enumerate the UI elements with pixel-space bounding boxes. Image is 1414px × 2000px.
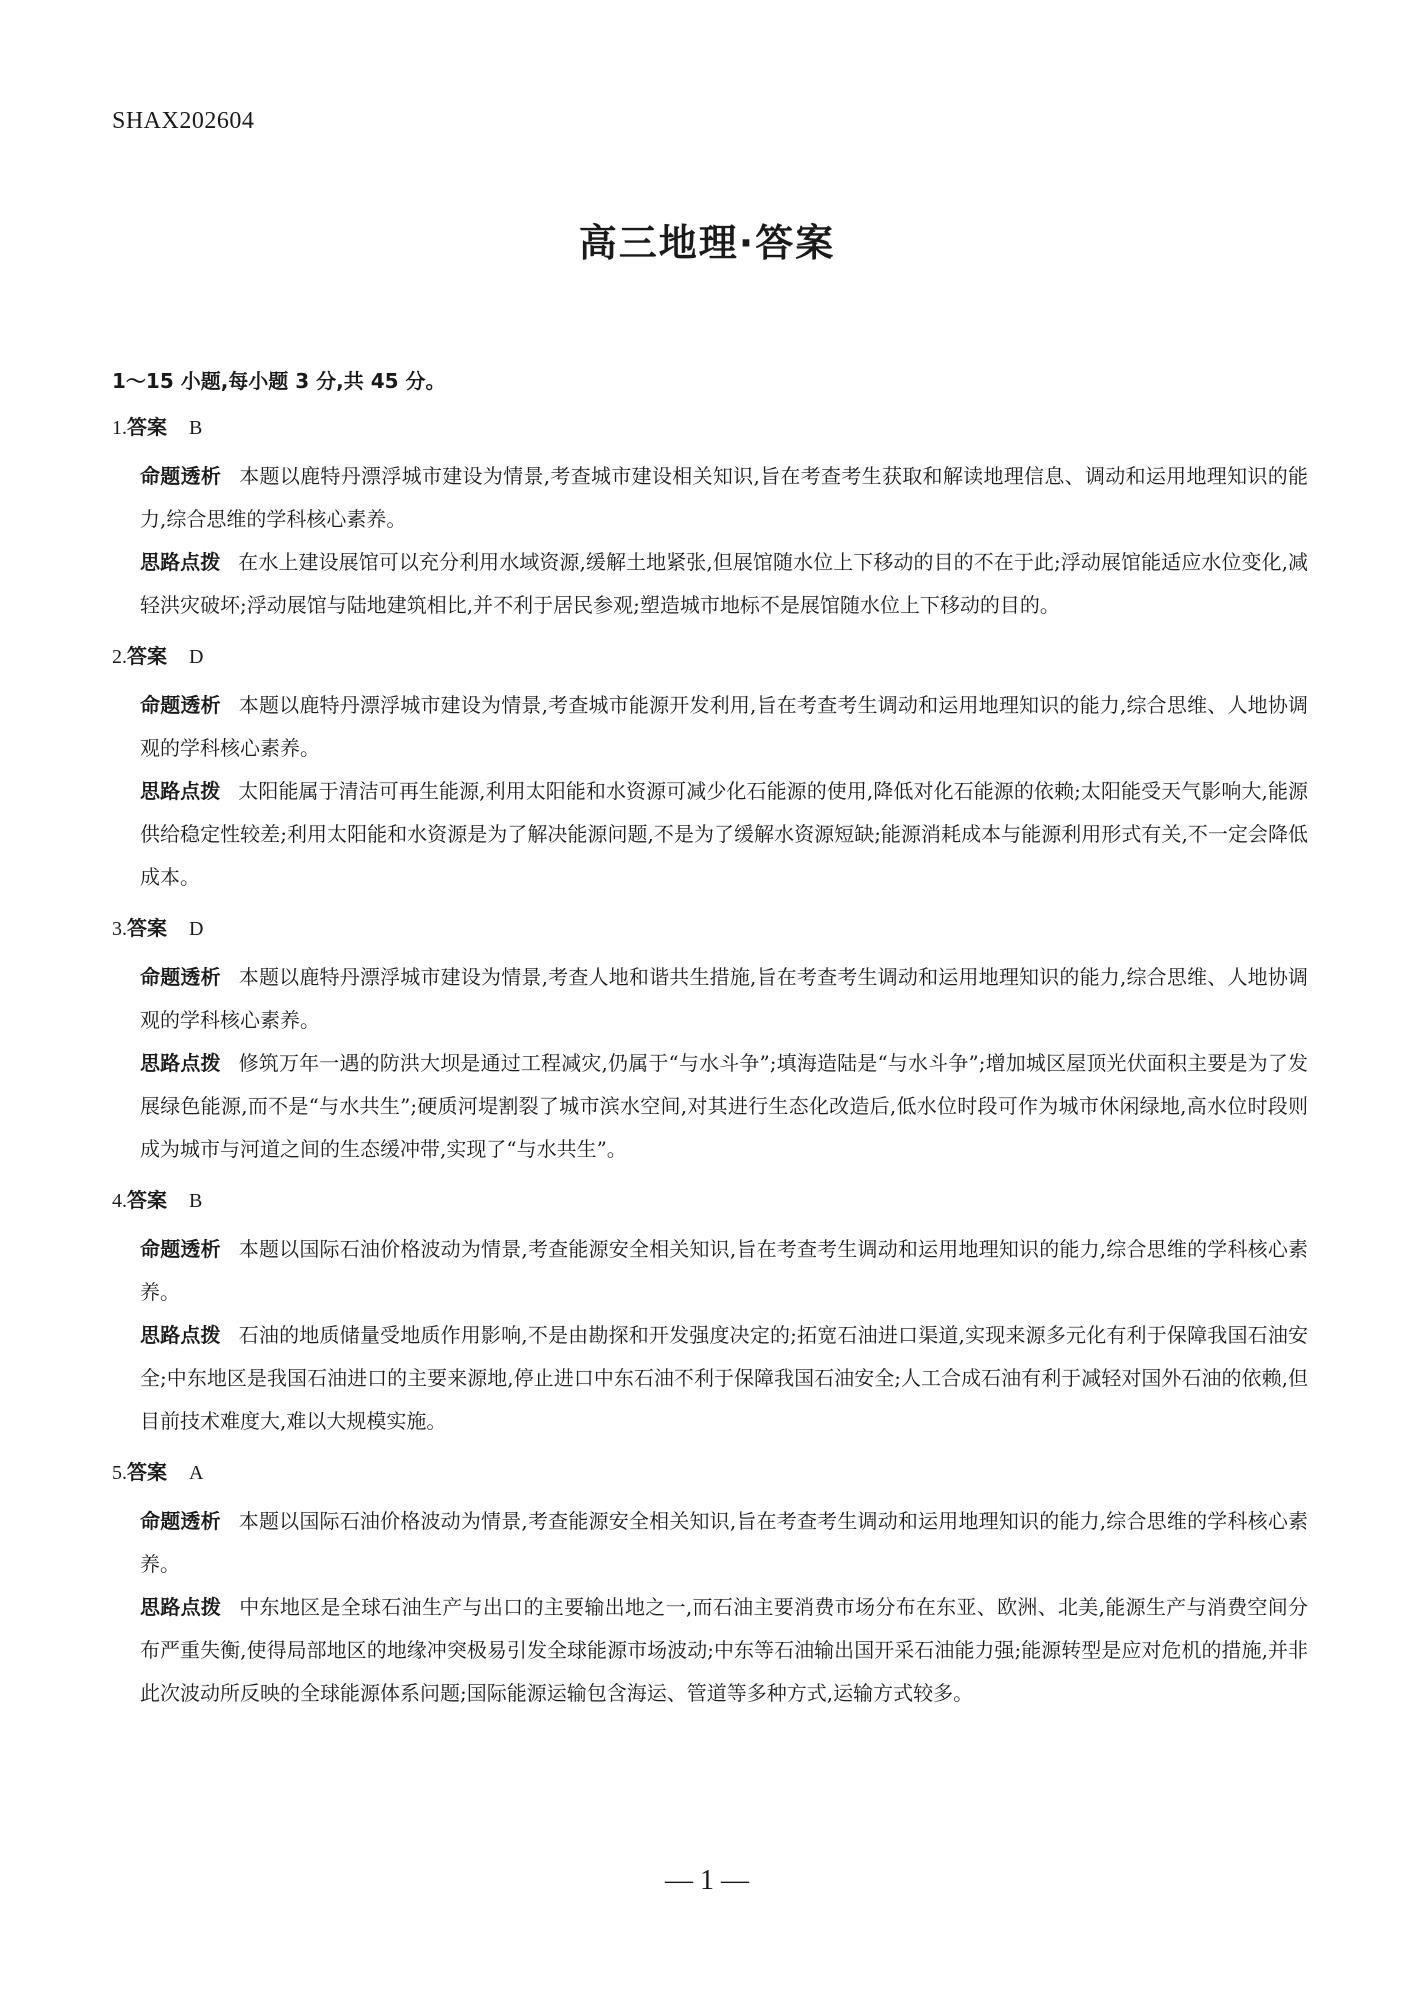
hint-paragraph (140, 1586, 1308, 1715)
analysis-label: 命题透析 (140, 965, 221, 989)
question-list (112, 412, 1308, 1715)
hint-text: 在水上建设展馆可以充分利用水域资源,缓解土地紧张,但展馆随水位上下移动的目的不在于此;浮动展馆能适应水位变化,减轻洪灾破坏;浮动展馆与陆地建筑相比,并不利于居民参观;塑造城市地标不是展馆随水位上下移动的目的。 (140, 550, 1309, 617)
question-number: 3. (112, 918, 127, 940)
answer-label: 答案 (127, 916, 167, 940)
question-block (112, 1185, 1308, 1443)
answer-content (112, 366, 1308, 1729)
page-number: — 1 — (665, 1865, 749, 1896)
section-intro: 1～15 小题,每小题 3 分,共 45 分。 (112, 369, 446, 393)
hint-paragraph (140, 1314, 1308, 1443)
answer-label: 答案 (127, 415, 167, 439)
hint-text: 石油的地质储量受地质作用影响,不是由勘探和开发强度决定的;拓宽石油进口渠道,实现来源多元化有利于保障我国石油安全;中东地区是我国石油进口的主要来源地,停止进口中东石油不利于保障我国石油安全;人工合成石油有利于减轻对国外石油的依赖,但目前技术难度大,难以大规模实施。 (140, 1323, 1309, 1433)
hint-label: 思路点拨 (140, 1051, 221, 1075)
question-header (112, 913, 1308, 944)
hint-text: 太阳能属于清洁可再生能源,利用太阳能和水资源可减少化石能源的使用,降低对化石能源的依赖;太阳能受天气影响大,能源供给稳定性较差;利用太阳能和水资源是为了解决能源问题,不是为了缓解水资源短缺;能源消耗成本与能源利用形式有关,不一定会降低成本。 (140, 779, 1309, 889)
analysis-paragraph (140, 1500, 1308, 1586)
hint-label: 思路点拨 (140, 779, 221, 803)
hint-label: 思路点拨 (140, 550, 221, 574)
question-number: 1. (112, 417, 127, 439)
hint-paragraph (140, 1042, 1308, 1171)
question-header (112, 641, 1308, 672)
question-number: 2. (112, 646, 127, 668)
analysis-label: 命题透析 (140, 693, 221, 717)
answer-value: B (189, 417, 203, 439)
analysis-paragraph (140, 684, 1308, 770)
answer-label: 答案 (127, 644, 167, 668)
question-block (112, 412, 1308, 627)
hint-label: 思路点拨 (140, 1323, 221, 1347)
hint-text: 修筑万年一遇的防洪大坝是通过工程减灾,仍属于“与水斗争”;填海造陆是“与水斗争”;增加城区屋顶光伏面积主要是为了发展绿色能源,而不是“与水共生”;硬质河堤割裂了城市滨水空间,对其进行生态化改造后,低水位时段可作为城市休闲绿地,高水位时段则成为城市与河道之间的生态缓冲带,实现了“与水共生”。 (140, 1051, 1308, 1161)
question-block (112, 1457, 1308, 1715)
document-code: SHAX202604 (112, 108, 255, 134)
analysis-text: 本题以鹿特丹漂浮城市建设为情景,考查城市能源开发利用,旨在考查考生调动和运用地理知识的能力,综合思维、人地协调观的学科核心素养。 (140, 693, 1309, 760)
answer-value: D (189, 646, 204, 668)
question-block (112, 913, 1308, 1171)
analysis-paragraph (140, 1228, 1308, 1314)
question-number: 5. (112, 1462, 127, 1484)
question-block (112, 641, 1308, 899)
hint-text: 中东地区是全球石油生产与出口的主要输出地之一,而石油主要消费市场分布在东亚、欧洲、北美,能源生产与消费空间分布严重失衡,使得局部地区的地缘冲突极易引发全球能源市场波动;中东等石油输出国开采石油能力强;能源转型是应对危机的措施,并非此次波动所反映的全球能源体系问题;国际能源运输包含海运、管道等多种方式,运输方式较多。 (140, 1595, 1309, 1705)
answer-value: B (189, 1190, 203, 1212)
answer-value: A (189, 1462, 204, 1484)
analysis-text: 本题以国际石油价格波动为情景,考查能源安全相关知识,旨在考查考生调动和运用地理知识的能力,综合思维的学科核心素养。 (140, 1509, 1309, 1576)
analysis-text: 本题以鹿特丹漂浮城市建设为情景,考查城市建设相关知识,旨在考查考生获取和解读地理信息、调动和运用地理知识的能力,综合思维的学科核心素养。 (140, 464, 1309, 531)
answer-label: 答案 (127, 1188, 167, 1212)
answer-label: 答案 (127, 1460, 167, 1484)
question-header (112, 1185, 1308, 1216)
analysis-paragraph (140, 455, 1308, 541)
hint-paragraph (140, 541, 1308, 627)
hint-paragraph (140, 770, 1308, 899)
question-header (112, 1457, 1308, 1488)
answer-value: D (189, 918, 204, 940)
analysis-text: 本题以鹿特丹漂浮城市建设为情景,考查人地和谐共生措施,旨在考查考生调动和运用地理知识的能力,综合思维、人地协调观的学科核心素养。 (140, 965, 1309, 1032)
question-header (112, 412, 1308, 443)
analysis-label: 命题透析 (140, 1237, 221, 1261)
analysis-label: 命题透析 (140, 464, 222, 488)
analysis-text: 本题以国际石油价格波动为情景,考查能源安全相关知识,旨在考查考生调动和运用地理知识的能力,综合思维的学科核心素养。 (140, 1237, 1309, 1304)
analysis-paragraph (140, 956, 1308, 1042)
hint-label: 思路点拨 (140, 1595, 222, 1619)
analysis-label: 命题透析 (140, 1509, 221, 1533)
page-title: 高三地理·答案 (578, 221, 836, 265)
question-number: 4. (112, 1190, 127, 1212)
